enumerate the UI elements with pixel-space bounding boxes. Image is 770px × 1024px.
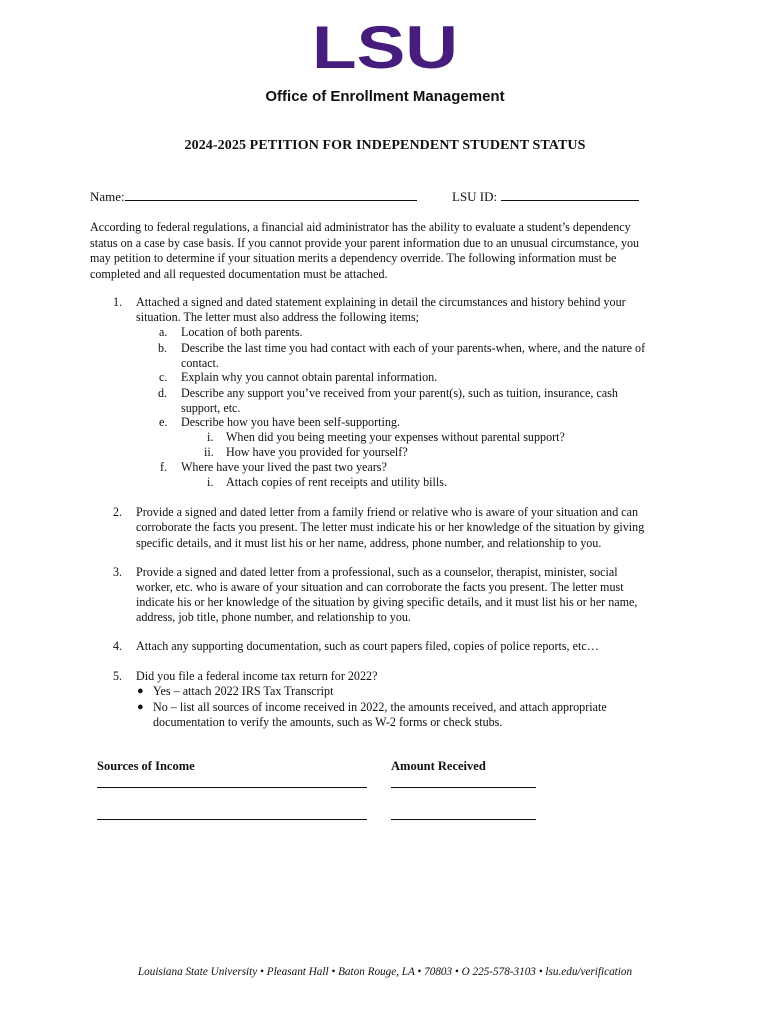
item-5-no-text: No – list all sources of income received in 2022, the amounts received, and attach appropriate — [153, 700, 607, 714]
intro-line: completed and all requested documentation must be attached. — [90, 266, 388, 281]
lsu-logo — [311, 22, 459, 70]
subitem-d-text: Describe any support you’ve received from your parent(s), such as tuition, insurance, cash — [181, 386, 618, 400]
lsu-id-input-line[interactable] — [501, 188, 639, 201]
intro-line: status on a case by case basis. If you cannot provide your parent information due to an unusual circumstance, you — [90, 235, 640, 250]
item-number: 2. — [113, 505, 123, 519]
item-2-line: corroborate the facts you present. The letter must indicate his or her knowledge of the situation by giving — [136, 520, 645, 534]
item-3-line: address, job title, phone number, and relationship to you. — [136, 610, 411, 624]
subitem-b-text: contact. — [181, 356, 219, 370]
subitem-marker: a. — [159, 325, 168, 339]
item-4-line: Attach any supporting documentation, such as court papers filed, copies of police reports, etc… — [136, 639, 599, 653]
income-source-line-1[interactable] — [97, 787, 367, 788]
name-input-line[interactable] — [125, 188, 417, 201]
item-5-no-text: documentation to verify the amounts, such as W-2 forms or check stubs. — [153, 715, 503, 729]
page-footer: Louisiana State University • Pleasant Hall • Baton Rouge, LA • 70803 • O 225-578-3103 • lsu.edu/verification — [137, 966, 633, 978]
item-number: 1. — [113, 295, 123, 309]
subitem-c-text: Explain why you cannot obtain parental information. — [181, 370, 438, 384]
name-field-row — [90, 188, 417, 205]
subitem-b-text: Describe the last time you had contact with each of your parents-when, where, and the nature of — [181, 341, 646, 355]
item-1-line: situation. The letter must also address the following items; — [136, 310, 419, 324]
subitem-marker: b. — [158, 341, 168, 355]
subitem-marker: f. — [160, 460, 168, 474]
bullet-icon: ● — [137, 701, 144, 713]
intro-line: According to federal regulations, a financial aid administrator has the ability to evaluate a student’s dependency — [90, 220, 631, 234]
amount-received-header: Amount Received — [391, 759, 486, 773]
amount-line-2[interactable] — [391, 819, 536, 820]
item-3-line: worker, etc. who is aware of your situation and can corroborate the facts you present. The letter must — [136, 580, 624, 594]
subitem-d-text: support, etc. — [181, 401, 241, 415]
item-number: 3. — [113, 565, 123, 579]
lsu-id-label: LSU ID: — [452, 189, 498, 204]
item-1-line: Attached a signed and dated statement explaining in detail the circumstances and history behind your — [136, 295, 626, 309]
subitem-e-i-text: When did you being meeting your expenses without parental support? — [226, 430, 565, 444]
logo-text: LSU — [312, 22, 458, 70]
item-5-line: Did you file a federal income tax return for 2022? — [136, 669, 378, 683]
form-title: 2024-2025 PETITION FOR INDEPENDENT STUDENT STATUS — [184, 138, 586, 153]
name-label: Name: — [90, 189, 125, 204]
item-2-line: Provide a signed and dated letter from a family friend or relative who is aware of your situation and can — [136, 505, 639, 519]
lsu-id-field-row — [452, 188, 639, 205]
subitem-marker: d. — [158, 386, 168, 400]
subitem-e-text: Describe how you have been self-supporting. — [181, 415, 400, 429]
item-number: 5. — [113, 669, 123, 683]
subitem-f-i-text: Attach copies of rent receipts and utility bills. — [226, 475, 447, 489]
intro-line: may petition to determine if your situation merits a dependency override. The following information must be — [90, 251, 617, 266]
subitem-a-text: Location of both parents. — [181, 325, 303, 339]
income-source-line-2[interactable] — [97, 819, 367, 820]
item-2-line: specific details, and it must list his or her name, address, phone number, and relationship to you. — [136, 536, 602, 550]
sources-of-income-header: Sources of Income — [97, 759, 195, 773]
roman-marker: ii. — [204, 445, 214, 459]
amount-line-1[interactable] — [391, 787, 536, 788]
subitem-e-ii-text: How have you provided for yourself? — [226, 445, 408, 459]
office-heading: Office of Enrollment Management — [265, 88, 505, 105]
intro-paragraph — [90, 220, 680, 282]
roman-marker: i. — [207, 430, 214, 444]
subitem-marker: c. — [159, 370, 168, 384]
item-3-line: indicate his or her knowledge of the situation by giving specific details, and it must list his or her name, — [136, 595, 638, 609]
bullet-icon: ● — [137, 685, 144, 697]
item-3-line: Provide a signed and dated letter from a professional, such as a counselor, therapist, minister, social — [136, 565, 618, 579]
item-number: 4. — [113, 639, 123, 653]
subitem-marker: e. — [159, 415, 168, 429]
roman-marker: i. — [207, 475, 214, 489]
item-5-yes-text: Yes – attach 2022 IRS Tax Transcript — [153, 684, 334, 698]
subitem-f-text: Where have your lived the past two years? — [181, 460, 387, 474]
